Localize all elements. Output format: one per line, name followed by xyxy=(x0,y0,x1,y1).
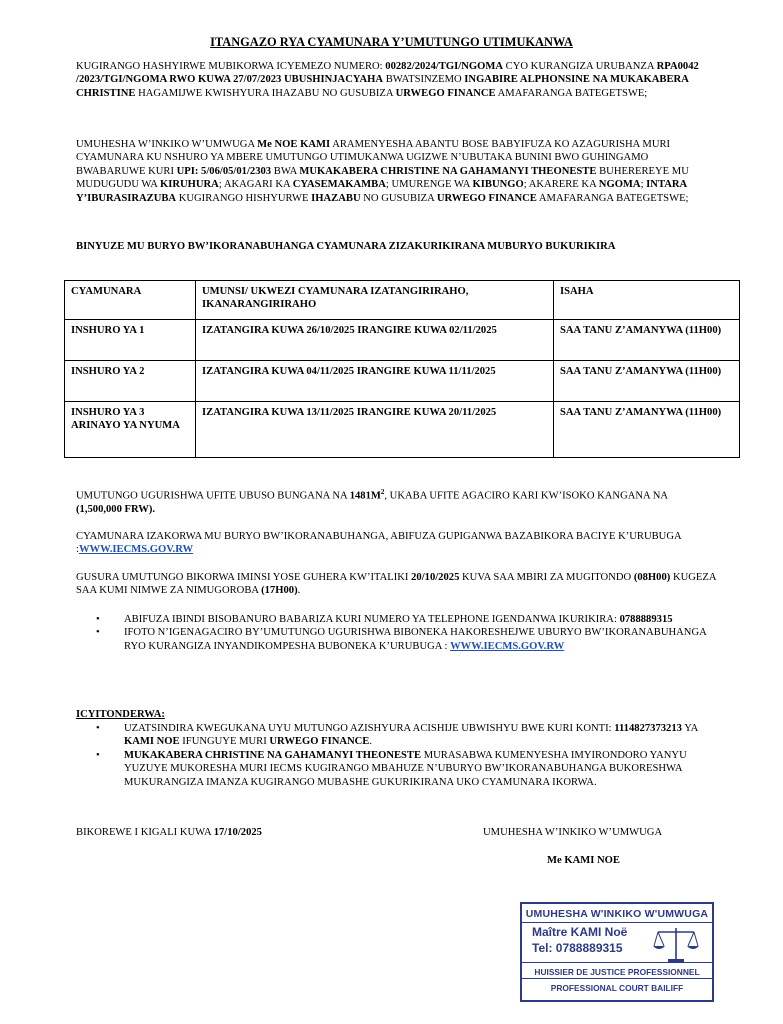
bailiff-stamp xyxy=(520,902,714,1002)
stamp-phone: Tel: 0788889315 xyxy=(532,941,623,955)
bullet-icon: • xyxy=(96,723,100,734)
parties-names: INGABIRE ALPHONSINE NA MUKAKABERA CHRISTINE xyxy=(76,74,689,99)
phone-number: 0788889315 xyxy=(619,614,673,625)
text: AMAFARANGA BATEGETSWE; xyxy=(495,87,648,99)
judgment-number: 00282/2024/TGI/NGOMA xyxy=(385,61,503,72)
text: . xyxy=(369,736,373,748)
text: UMUTUNGO UGURISHWA UFITE UBUSO BUNGANA NA xyxy=(76,490,350,502)
text: BUHEREREYE MU MUDUGUDU WA xyxy=(76,165,689,191)
text: UZATSINDIRA KWEGUKANA UYU MUTUNGO AZISHYURA ACISHIJE UBWISHYU BWE KURI KONTI: xyxy=(124,723,615,734)
table-header-cell: ISAHA xyxy=(554,281,740,320)
stamp-title: UMUHESHA W'INKIKO W'UMWUGA xyxy=(525,908,709,920)
district: NGOMA xyxy=(598,179,641,191)
signatory-title: UMUHESHA W’INKIKO W’UMWUGA xyxy=(483,827,663,838)
text: , UKABA UFITE AGACIRO KARI KW’ISOKO KANGANA NA xyxy=(384,490,668,502)
bank-name: URWEGO FINANCE xyxy=(269,736,370,748)
property-value: (1,500,000 FRW). xyxy=(76,503,156,515)
bullet-icon: • xyxy=(96,749,100,761)
stamp-french-title: HUISSIER DE JUSTICE PROFESSIONNEL xyxy=(534,967,700,977)
creditor-name: URWEGO FINANCE xyxy=(395,87,496,99)
paragraph-schedule-intro: BINYUZE MU BURYO BW’IKORANABUHANGA CYAMUNARA ZIZAKURIKIRANA MUBURYO BUKURIKIRA xyxy=(76,241,616,252)
village: KIRUHURA xyxy=(159,179,219,191)
table-cell: INSHURO YA 3 ARINAYO YA NYUMA xyxy=(65,402,196,458)
iecms-link[interactable]: WWW.IECMS.GOV.RW xyxy=(450,640,565,652)
table-header-row xyxy=(65,281,740,320)
divider xyxy=(522,962,712,963)
bullet-icon: • xyxy=(96,627,100,639)
text: IFOTO N’IGENAGACIRO BY’UMUTUNGO UGURISHWA BIBONEKA HAKORESHEJWE UBURYO BW’IKORANABUHANGA RYO KURANGIZA INYANDIKOMPESHA BUBONEKA K’URUBUGA : xyxy=(124,627,707,652)
bullet-icon: • xyxy=(96,614,100,625)
text: ; UMURENGE WA xyxy=(385,179,473,191)
text: MURASABWA KUMENYESHA IMYIRONDORO YANYU YUZUYE MUKORESHA MURI IECMS KUGIRANGO MBAHUZE N’UBURYO BW’IKORANABUHANGA BUKORESHWA MUKURANGIZA IMANZA KUGIRANGO MUBASHE GUKURIKIRANA UKO CYAMUNARA IKORWA. xyxy=(124,749,687,788)
table-cell: IZATANGIRA KUWA 13/11/2025 IRANGIRE KUWA 20/11/2025 xyxy=(196,402,554,458)
visit-end-time: (17H00) xyxy=(261,585,298,597)
text: YA xyxy=(681,723,698,734)
table-cell: INSHURO YA 1 xyxy=(65,320,196,361)
table-row xyxy=(65,320,740,361)
text: BWA xyxy=(271,165,300,177)
table-cell: SAA TANU Z’AMANYWA (11H00) xyxy=(554,320,740,361)
text: KUVA SAA MBIRI ZA MUGITONDO xyxy=(459,572,634,583)
table-cell: INSHURO YA 2 xyxy=(65,361,196,402)
note-heading: ICYITONDERWA: xyxy=(76,709,165,720)
stamp-english-title: PROFESSIONAL COURT BAILIFF xyxy=(550,983,684,993)
text: NO GUSUBIZA xyxy=(360,192,437,204)
paragraph-judgment xyxy=(76,60,716,100)
fine-label: IHAZABU xyxy=(311,192,361,204)
text: UMUHESHA W’INKIKO W’UMWUGA xyxy=(76,139,258,150)
list-item xyxy=(96,626,716,653)
table-header-cell: CYAMUNARA xyxy=(65,281,196,320)
visit-start-date: 20/10/2025 xyxy=(411,572,460,583)
superscript: 2 xyxy=(380,488,385,496)
text: . xyxy=(297,585,301,597)
account-number: 1114827373213 xyxy=(614,723,682,734)
text: BWATSINZEMO xyxy=(383,74,465,86)
bailiff-name: Me NOE KAMI xyxy=(257,139,331,150)
text: KUGEZA SAA KUMI NIMWE ZA NIMUGOROBA xyxy=(76,572,716,597)
table-header-cell: UMUNSI/ UKWEZI CYAMUNARA IZATANGIRIRAHO, IKANARANGIRIRAHO xyxy=(196,281,554,320)
auction-schedule-table xyxy=(64,280,740,458)
table-cell: SAA TANU Z’AMANYWA (11H00) xyxy=(554,361,740,402)
text: KUGIRANGO HASHYIRWE MUBIKORWA ICYEMEZO NUMERO: xyxy=(76,61,386,72)
iecms-link[interactable]: WWW.IECMS.GOV.RW xyxy=(78,544,194,556)
text: HAGAMIJWE KWISHYURA IHAZABU NO GUSUBIZA xyxy=(135,87,396,99)
signing-date: 17/10/2025 xyxy=(213,827,262,838)
paragraph-online-auction xyxy=(76,530,716,557)
table-cell: IZATANGIRA KUWA 04/11/2025 IRANGIRE KUWA 11/11/2025 xyxy=(196,361,554,402)
text: ; AKARERE KA xyxy=(523,179,599,191)
stamp-name: Maître KAMI Noë xyxy=(532,925,628,939)
page-title: ITANGAZO RYA CYAMUNARA Y’UMUTUNGO UTIMUKANWA xyxy=(210,35,573,49)
table-row xyxy=(65,361,740,402)
text: KUGIRANGO HISHYURWE xyxy=(176,192,312,204)
text: AMAFARANGA BATEGETSWE; xyxy=(536,192,689,204)
list-item xyxy=(96,749,716,789)
paragraph-visiting-hours xyxy=(76,571,716,598)
cell: CYASEMAKAMBA xyxy=(292,179,386,191)
text: CYAMUNARA IZAKORWA MU BURYO BW’IKORANABUHANGA, ABIFUZA GUPIGANWA BAZABIKORA BACIYE K’URUBUGA : xyxy=(76,531,682,556)
paragraph-property-value xyxy=(76,486,716,516)
table-cell: SAA TANU Z’AMANYWA (11H00) xyxy=(554,402,740,458)
text: ABIFUZA IBINDI BISOBANURO BABARIZA KURI NUMERO YA TELEPHONE IGENDANWA IKURIKIRA: xyxy=(124,614,620,625)
table-row xyxy=(65,402,740,458)
scales-of-justice-icon xyxy=(652,924,700,964)
text: ; AKAGARI KA xyxy=(218,179,293,191)
signing-place-date xyxy=(76,826,262,839)
account-holder: KAMI NOE xyxy=(124,736,180,748)
text: ARAMENYESHA ABANTU BOSE BABYIFUZA KO AZAGURISHA MURI CYAMUNARA KU NSHURO YA MBERE UMUTUNGO UTIMUKANWA UGIZWE N’UBUTAKA BUNINI BWO GUHINGAMO BWABARUWE KURI xyxy=(76,139,671,177)
text: CYO KURANGIZA URUBANZA xyxy=(503,61,657,72)
creditor-name: URWEGO FINANCE xyxy=(436,192,537,204)
text: ; xyxy=(640,179,647,191)
owners-names: MUKAKABERA CHRISTINE NA GAHAMANYI THEONESTE xyxy=(124,749,422,761)
table-cell: IZATANGIRA KUWA 26/10/2025 IRANGIRE KUWA 02/11/2025 xyxy=(196,320,554,361)
owners-names: MUKAKABERA CHRISTINE NA GAHAMANYI THEONESTE xyxy=(299,165,597,177)
contact-info-list xyxy=(96,613,716,653)
visit-start-time: (08H00) xyxy=(633,572,671,583)
list-item xyxy=(96,613,716,626)
sector: KIBUNGO xyxy=(472,179,524,191)
divider xyxy=(522,978,712,979)
case-reference: RPA0042 /2023/TGI/NGOMA RWO KUWA 27/07/2023 UBUSHINJACYAHA xyxy=(76,61,699,86)
text: BIKOREWE I KIGALI KUWA xyxy=(76,827,214,838)
province: INTARA Y’IBURASIRAZUBA xyxy=(76,179,687,204)
text: GUSURA UMUTUNGO BIKORWA IMINSI YOSE GUHERA KW’ITALIKI xyxy=(76,572,412,583)
list-item xyxy=(96,722,716,749)
signatory-name: Me KAMI NOE xyxy=(547,855,620,866)
upi-number: UPI: 5/06/05/01/2303 xyxy=(176,165,272,177)
divider xyxy=(522,922,712,923)
property-area: 1481M xyxy=(349,490,381,502)
text: IFUNGUYE MURI xyxy=(179,736,270,748)
notes-list xyxy=(96,722,716,789)
paragraph-announcement xyxy=(76,138,716,205)
